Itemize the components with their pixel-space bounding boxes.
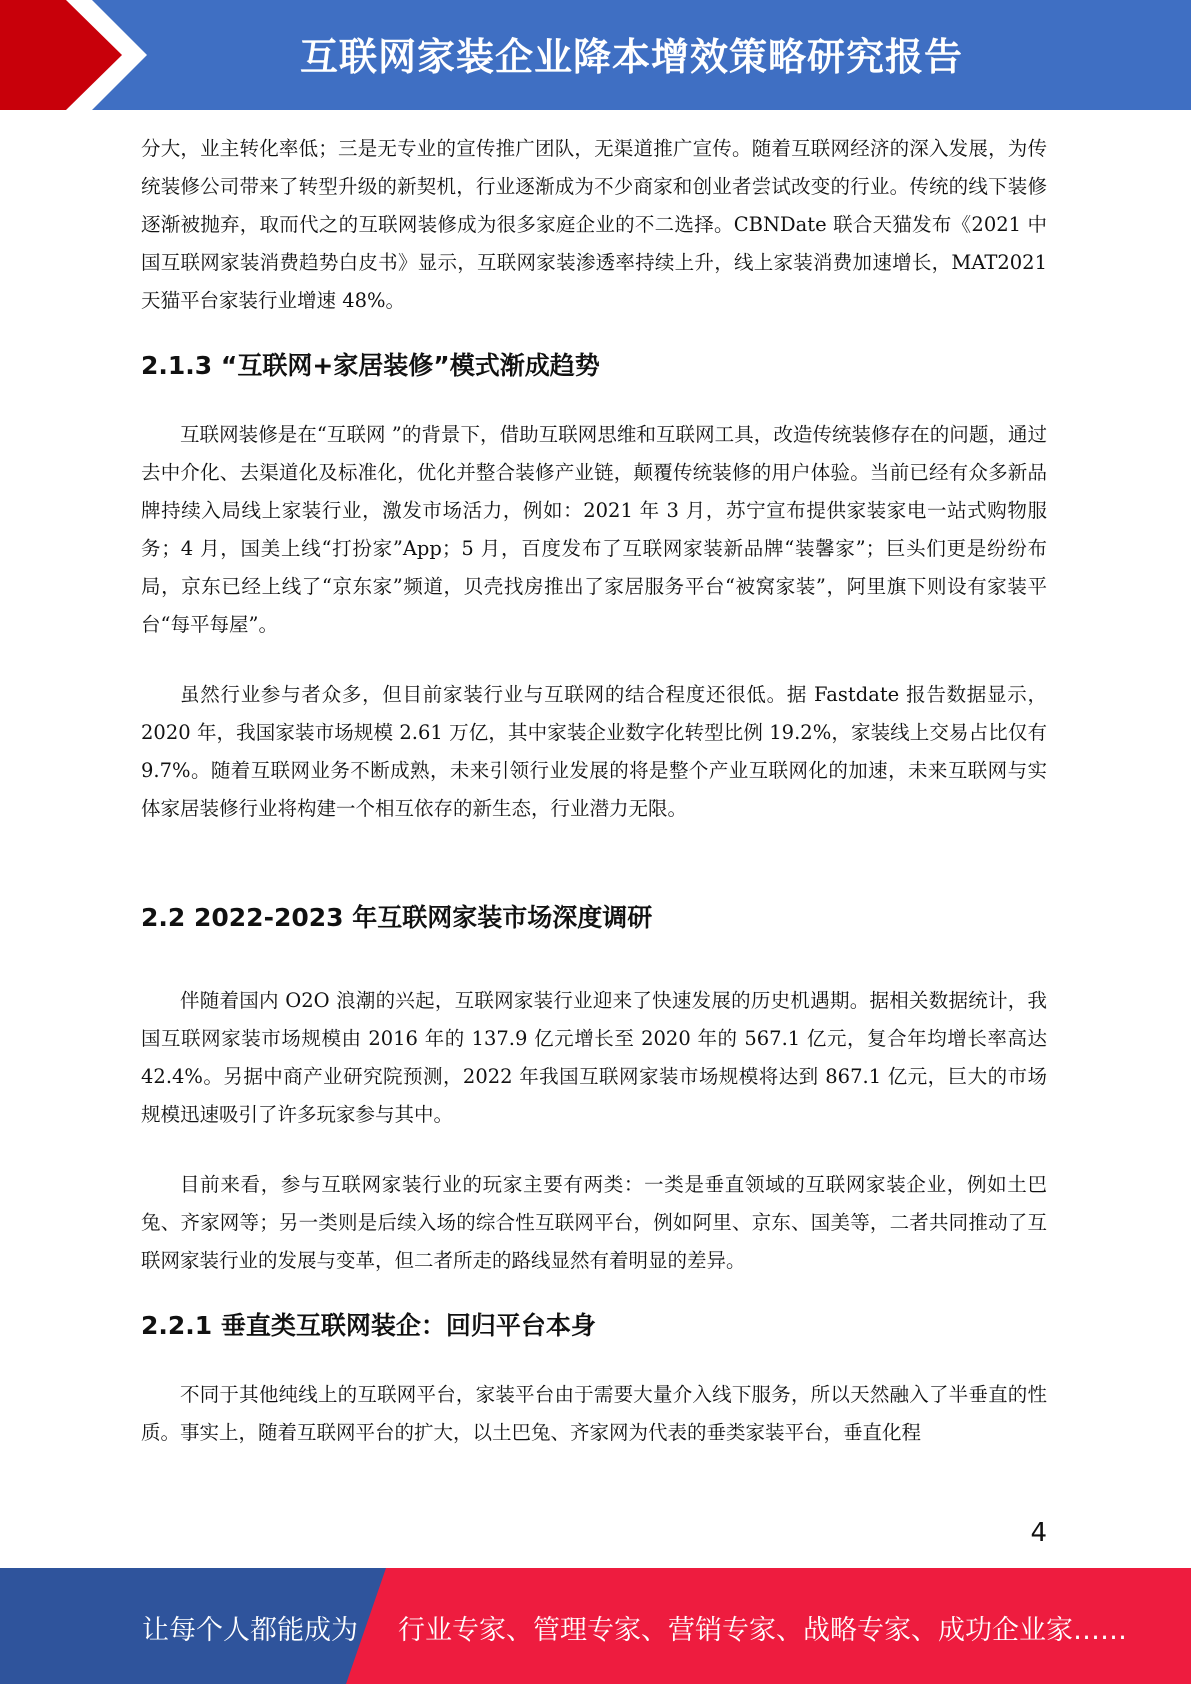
paragraph-vertical-platforms: 不同于其他纯线上的互联网平台，家装平台由于需要大量介入线下服务，所以天然融入了半垂直的性质。事实上，随着互联网平台的扩大，以土巴兔、齐家网为代表的垂类家装平台，垂直化程 xyxy=(141,1383,1047,1444)
header-red-arrow-accent xyxy=(0,0,160,110)
page-header xyxy=(0,0,1191,110)
page-footer xyxy=(0,1568,1191,1684)
heading-2-2-1: 2.2.1 垂直类互联网装企：回归平台本身 xyxy=(141,1311,596,1340)
page-content xyxy=(141,130,1047,1452)
paragraph-internet-decoration: 互联网装修是在“互联网 ”的背景下，借助互联网思维和互联网工具，改造传统装修存在的问题，通过去中介化、去渠道化及标准化，优化并整合装修产业链，颠覆传统装修的用户体验。当前已经有众多新品牌持续入局线上家装行业，激发市场活力，例如：2021 年 3 月，苏宁宣布提供家装家电一站式购物服务；4 月，国美上线“打扮家”App；5 月，百度发布了互联网家装新品牌“装馨家”；巨头们更是纷纷布局，京东已经上线了“京东家”频道，贝壳找房推出了家居服务平台“被窝家装”，阿里旗下则设有家装平台“每平每屋”。 xyxy=(141,423,1047,636)
page-number: 4 xyxy=(1030,1518,1047,1548)
paragraph-two-player-types: 目前来看，参与互联网家装行业的玩家主要有两类：一类是垂直领域的互联网家装企业，例如土巴兔、齐家网等；另一类则是后续入场的综合性互联网平台，例如阿里、京东、国美等，二者共同推动了互联网家装行业的发展与变革，但二者所走的路线显然有着明显的差异。 xyxy=(141,1173,1047,1272)
footer-slogan-roles: 行业专家、管理专家、营销专家、战略专家、成功企业家…… xyxy=(398,1615,1127,1646)
heading-2-2: 2.2 2022-2023 年互联网家装市场深度调研 xyxy=(141,903,653,932)
report-title: 互联网家装企业降本增效策略研究报告 xyxy=(300,35,964,79)
paragraph-continued: 分大，业主转化率低；三是无专业的宣传推广团队，无渠道推广宣传。随着互联网经济的深入发展，为传统装修公司带来了转型升级的新契机，行业逐渐成为不少商家和创业者尝试改变的行业。传统的线下装修逐渐被抛弃，取而代之的互联网装修成为很多家庭企业的不二选择。CBNDate 联合天猫发布《2021 中国互联网家装消费趋势白皮书》显示，互联网家装渗透率持续上升，线上家装消费加速增长，MAT2021 天猫平台家装行业增速 48%。 xyxy=(141,137,1047,312)
paragraph-o2o-market-scale: 伴随着国内 O2O 浪潮的兴起，互联网家装行业迎来了快速发展的历史机遇期。据相关数据统计，我国互联网家装市场规模由 2016 年的 137.9 亿元增长至 2020 年的 567.1 亿元，复合年均增长率高达 42.4%。另据中商产业研究院预测，2022 年我国互联网家装市场规模将达到 867.1 亿元，巨大的市场规模迅速吸引了许多玩家参与其中。 xyxy=(141,989,1047,1126)
heading-2-1-3: 2.1.3 “互联网+家居装修”模式渐成趋势 xyxy=(141,351,600,380)
paragraph-industry-participants: 虽然行业参与者众多，但目前家装行业与互联网的结合程度还很低。据 Fastdate 报告数据显示，2020 年，我国家装市场规模 2.61 万亿，其中家装企业数字化转型比例 19.2%，家装线上交易占比仅有 9.7%。随着互联网业务不断成熟，未来引领行业发展的将是整个产业互联网化的加速，未来互联网与实体家居装修行业将构建一个相互依存的新生态，行业潜力无限。 xyxy=(141,683,1047,820)
footer-slogan-lead: 让每个人都能成为 xyxy=(142,1615,358,1646)
